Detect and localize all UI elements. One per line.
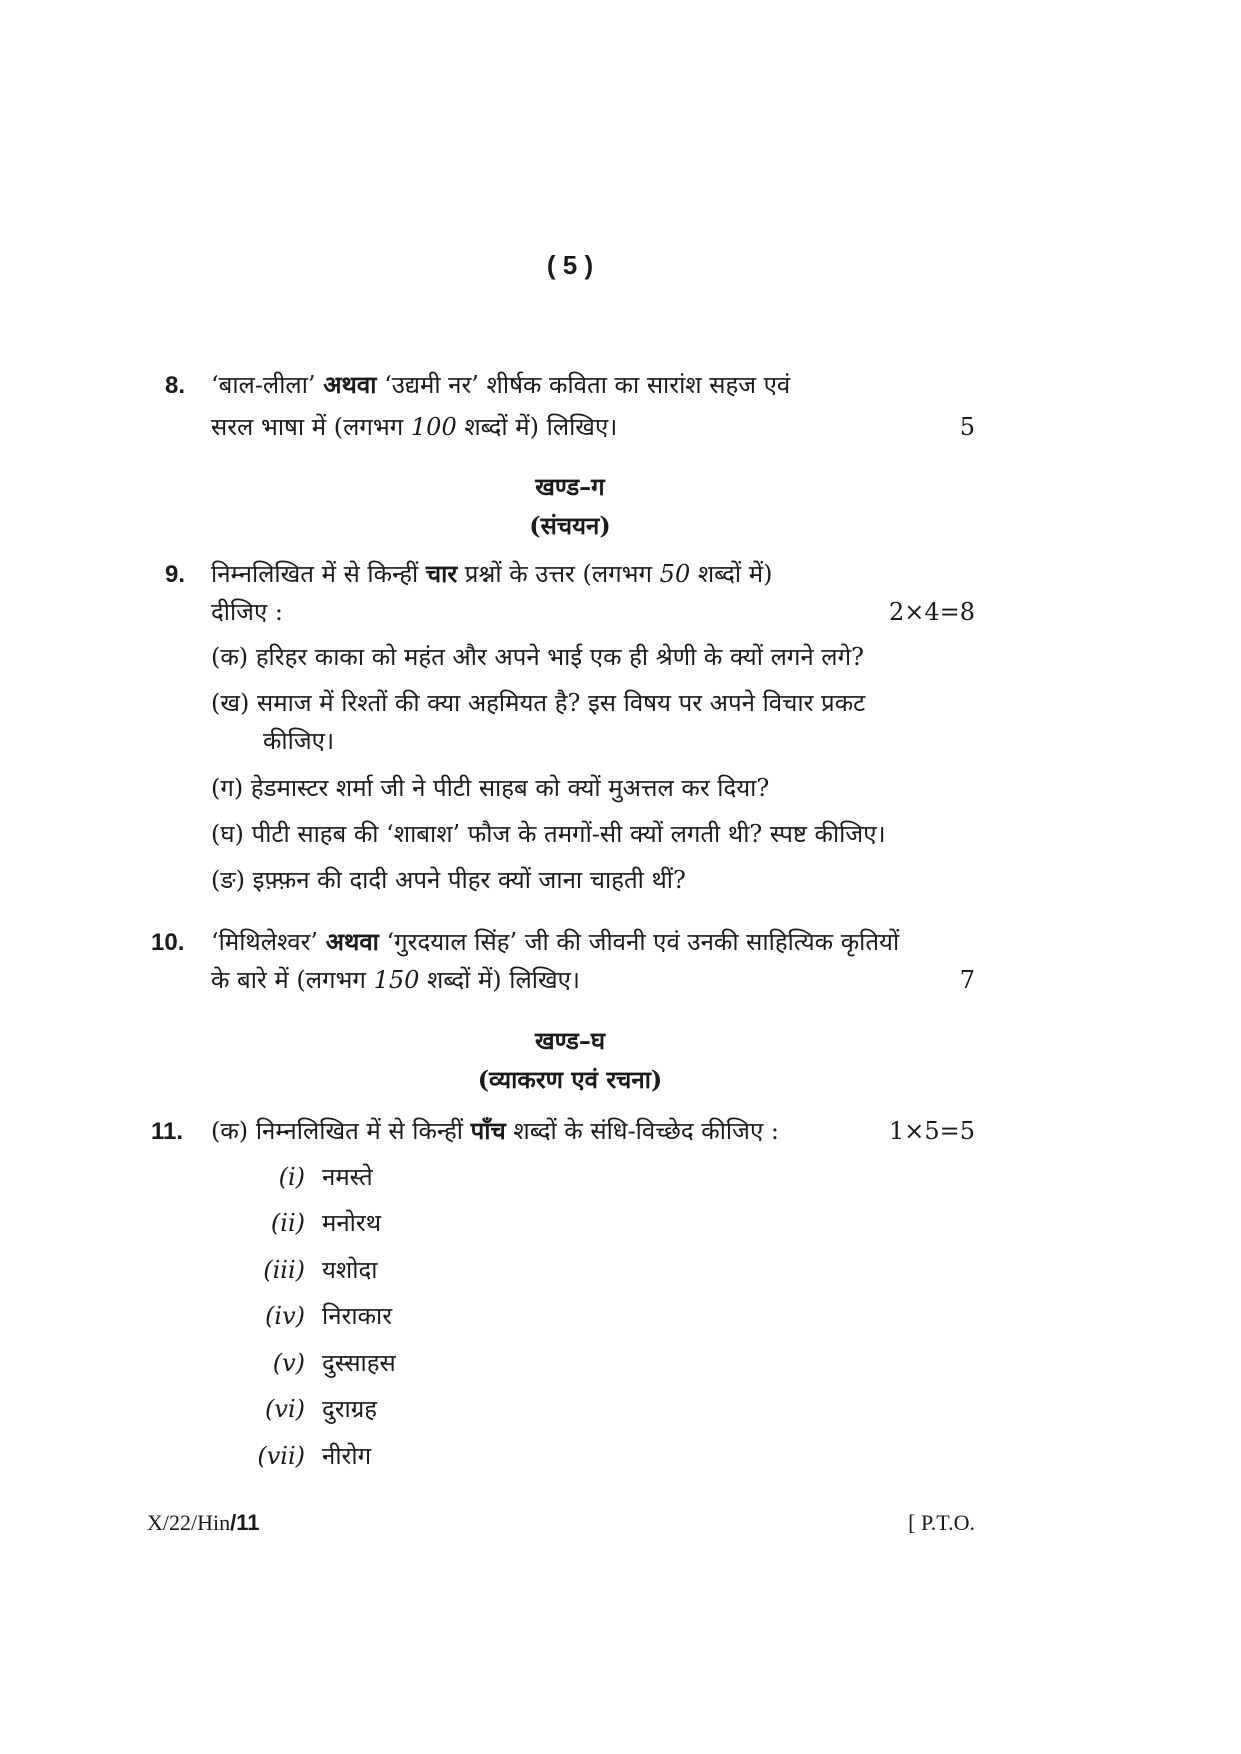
q9-item-text: समाज में रिश्तों की क्या अहमियत है? इस विषय पर अपने विचार प्रकट	[257, 689, 866, 717]
question-8-number: 8.	[165, 372, 186, 399]
q9-item-label: (क)	[211, 643, 249, 671]
q11-count: पाँच	[470, 1116, 506, 1145]
question-10-marks: 7	[959, 966, 975, 994]
q8-line2-a: सरल भाषा में (लगभग	[211, 413, 404, 441]
q11-item-word: नमस्ते	[322, 1163, 373, 1191]
section-gh-subtitle: (व्याकरण एवं रचना)	[477, 1065, 663, 1094]
question-10-number: 10.	[151, 929, 185, 956]
question-11-number: 11.	[151, 1118, 184, 1145]
section-g-subtitle: (संचयन)	[529, 511, 611, 540]
q9-item-label: (घ)	[211, 820, 244, 848]
q11-item-roman: (i)	[278, 1163, 305, 1191]
section-gh-title: खण्ड–घ	[534, 1026, 606, 1055]
page-number: ( 5 )	[546, 250, 594, 280]
q11-item-word: निराकार	[322, 1302, 393, 1330]
q11-item-roman: (ii)	[270, 1209, 305, 1237]
q11-item-roman: (vii)	[257, 1442, 305, 1470]
footer-code	[147, 1510, 260, 1536]
q10-line2-b: शब्दों में) लिखिए।	[427, 966, 580, 994]
q10-or: अथवा	[325, 927, 379, 956]
q10-word-count: 150	[373, 966, 420, 994]
q10-title-b: ‘गुरदयाल सिंह’ जी की जीवनी एवं उनकी साहित्यिक कृतियों	[386, 928, 900, 956]
q9-item-label: (ङ)	[211, 866, 246, 894]
q11-item-word: दुराग्रह	[322, 1395, 378, 1423]
footer-pto: [ P.T.O.	[908, 1510, 975, 1535]
q9-item-text: हरिहर काका को महंत और अपने भाई एक ही श्रेणी के क्यों लगने लगे?	[255, 643, 864, 671]
question-10-line-2	[211, 961, 580, 999]
q11-item-word: नीरोग	[322, 1442, 372, 1470]
q11-item-word: यशोदा	[322, 1256, 378, 1284]
q9-item-text: हेडमास्टर शर्मा जी ने पीटी साहब को क्यों मुअत्तल कर दिया?	[250, 774, 770, 802]
q9-line1-a: निम्नलिखित में से किन्हीं	[211, 560, 419, 588]
q11-item-roman: (vi)	[265, 1395, 305, 1423]
q9-word-count: 50	[659, 560, 691, 588]
q9-item-text: पीटी साहब की ‘शाबाश’ फौज के तमगों-सी क्यों लगती थी? स्पष्ट कीजिए।	[251, 820, 886, 848]
q11-label: (क)	[211, 1117, 249, 1145]
q8-title-a: ‘बाल-लीला’	[211, 371, 316, 399]
q8-line2-b: शब्दों में) लिखिए।	[464, 413, 618, 441]
q9-item-ka	[211, 638, 864, 676]
q9-item-label: (ख)	[211, 689, 250, 717]
q10-title-a: ‘मिथिलेश्वर’	[211, 928, 319, 956]
q9-item-kha	[211, 684, 865, 722]
q11-item-word: दुस्साहस	[322, 1349, 396, 1377]
question-9-marks: 2×4=8	[888, 598, 975, 626]
q11-text-b: शब्दों के संधि-विच्छेद कीजिए :	[513, 1117, 779, 1145]
q11-text-a: निम्नलिखित में से किन्हीं	[255, 1117, 464, 1145]
q8-or: अथवा	[323, 370, 377, 399]
q10-line2-a: के बारे में (लगभग	[211, 966, 366, 994]
question-11-line-1	[211, 1112, 779, 1150]
q9-count: चार	[425, 559, 458, 588]
q9-item-label: (ग)	[211, 774, 244, 802]
q9-item-gha	[211, 815, 886, 853]
q9-line1-b: प्रश्नों के उत्तर (लगभग	[464, 560, 653, 588]
q9-item-kha-cont: कीजिए।	[263, 727, 335, 755]
question-9-number: 9.	[165, 561, 186, 588]
question-9-line-2: दीजिए :	[211, 598, 283, 626]
q11-item-roman: (iii)	[263, 1256, 305, 1284]
footer-code-a: X/22/Hin	[147, 1510, 231, 1535]
q8-word-count: 100	[410, 413, 457, 441]
question-10-line-1	[211, 923, 899, 961]
q11-item-roman: (v)	[272, 1349, 305, 1377]
q11-item-roman: (iv)	[265, 1302, 305, 1330]
question-8-line-2	[211, 408, 617, 446]
q9-item-ga	[211, 769, 769, 807]
footer-code-b: /11	[230, 1510, 260, 1535]
q9-item-text: इफ़्फ़न की दादी अपने पीहर क्यों जाना चाहती थीं?	[252, 866, 686, 894]
question-8-line-1	[211, 366, 790, 404]
question-11-marks: 1×5=5	[888, 1117, 975, 1145]
question-9-line-1	[211, 555, 772, 593]
section-g-title: खण्ड–ग	[535, 472, 605, 501]
q9-line1-c: शब्दों में)	[697, 560, 773, 588]
question-8-marks: 5	[959, 413, 975, 441]
q11-item-word: मनोरथ	[322, 1209, 382, 1237]
q9-item-nga	[211, 861, 686, 899]
q8-title-b: ‘उद्यमी नर’ शीर्षक कविता का सारांश सहज एवं	[384, 371, 791, 399]
